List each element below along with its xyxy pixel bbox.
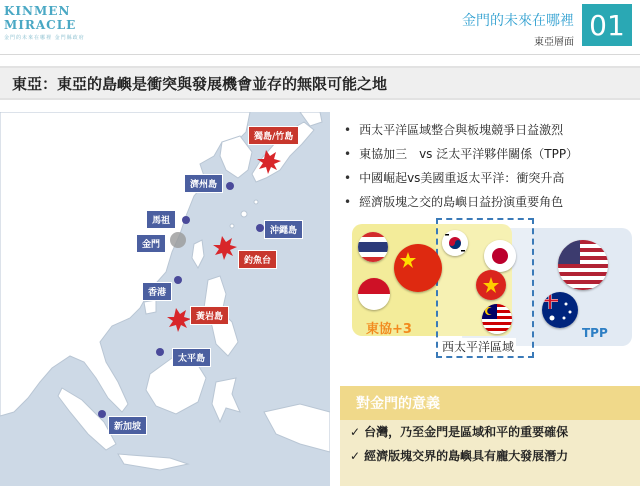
checkmark-icon: ✓: [350, 425, 361, 439]
china-flag: [394, 244, 442, 292]
bullet-item: • 經濟版塊之交的島嶼日益扮演重要角色: [344, 190, 634, 214]
place-label-matsu: 馬祖: [146, 210, 176, 229]
logo-subtext: 金門的未來在哪裡 金門縣政府: [4, 35, 85, 41]
place-dot: [256, 224, 264, 232]
page-number: 01: [582, 4, 632, 46]
bullet-item: • 中國崛起vs美國重返太平洋：衝突升高: [344, 166, 634, 190]
usa-flag: [558, 240, 608, 290]
place-dot: [174, 276, 182, 284]
logo-text: KINMEN MIRACLE: [4, 4, 77, 32]
header-subtitle: 東亞層面: [534, 37, 574, 48]
place-dot: [98, 410, 106, 418]
significance-item-text: 經濟版塊交界的島嶼具有龐大發展潛力: [364, 449, 569, 463]
place-label-hong-kong: 香港: [142, 282, 172, 301]
significance-item-text: 台灣，乃至金門是區域和平的重要確保: [364, 425, 569, 439]
header-divider: [0, 54, 640, 55]
west-pacific-region-label: 西太平洋區域: [442, 340, 515, 354]
header-title: 金門的未來在哪裡: [462, 13, 574, 29]
place-label-diaoyutai: 釣魚台: [238, 250, 277, 269]
indonesia-flag: [358, 278, 390, 310]
main-title: 東亞：東亞的島嶼是衝突與發展機會並存的無限可能之地: [12, 74, 388, 93]
place-dot: [156, 348, 164, 356]
malaysia-flag: [482, 304, 512, 334]
regional-blocs-diagram: [350, 214, 640, 364]
main-title-band: [0, 66, 640, 100]
significance-panel: [340, 386, 640, 486]
place-label-kinmen: 金門: [136, 234, 166, 253]
significance-item: [340, 420, 640, 444]
place-label-singapore: 新加坡: [108, 416, 147, 435]
bullet-item: • 西太平洋區域整合與板塊競爭日益激烈: [344, 118, 634, 142]
key-points-list: [344, 118, 634, 214]
place-dot: [226, 182, 234, 190]
east-asia-map: [0, 112, 330, 486]
checkmark-icon: ✓: [350, 449, 361, 463]
asean-plus-three-label: 東協+3: [366, 322, 412, 337]
japan-flag: [484, 240, 516, 272]
thailand-flag: [358, 232, 388, 262]
place-label-huangyan: 黃岩島: [190, 306, 229, 325]
significance-item: [340, 444, 640, 468]
kinmen-miracle-logo: [4, 4, 144, 41]
place-label-dokdo: 獨島/竹島: [248, 126, 299, 145]
place-label-taiping: 太平島: [172, 348, 211, 367]
place-label-jeju: 濟州島: [184, 174, 223, 193]
place-label-okinawa: 沖繩島: [264, 220, 303, 239]
bullet-item: • 東協加三 vs 泛太平洋夥伴關係（TPP）: [344, 142, 634, 166]
south-korea-flag: [442, 230, 468, 256]
tpp-label: TPP: [582, 326, 608, 340]
australia-flag: [542, 292, 578, 328]
vietnam-flag: [476, 270, 506, 300]
place-dot: [182, 216, 190, 224]
significance-heading: 對金門的意義: [340, 386, 640, 420]
